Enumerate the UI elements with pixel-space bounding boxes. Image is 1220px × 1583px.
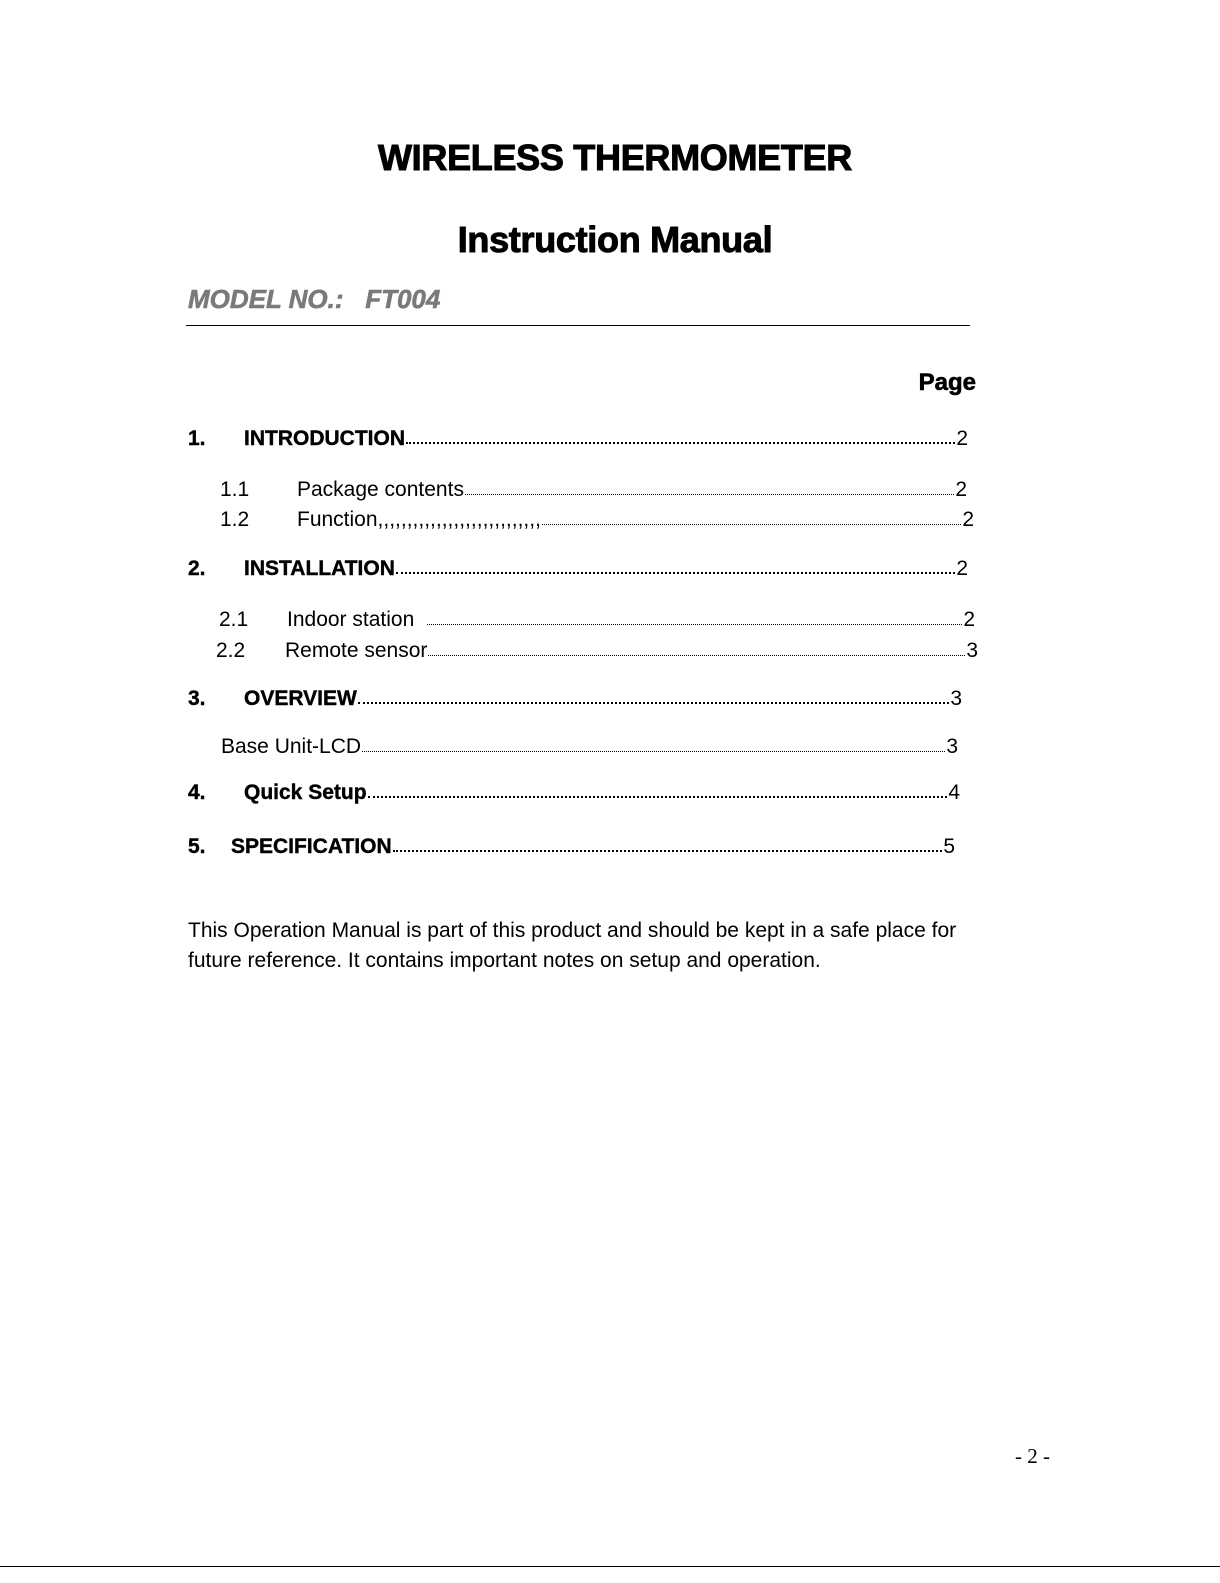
toc-entry-title: OVERVIEW: [244, 687, 357, 710]
operation-note-line-1: This Operation Manual is part of this product and should be kept in a safe place for: [188, 919, 957, 942]
operation-note-line-2: future reference. It contains important notes on setup and operation.: [188, 949, 821, 972]
toc-entry-number: 2.1: [219, 608, 249, 631]
toc-dot-leader: [428, 655, 965, 656]
toc-entry-number: 2.2: [216, 639, 246, 662]
toc-entry-page: 3: [966, 639, 978, 662]
toc-entry-number: 3.: [188, 687, 206, 710]
toc-entry-page: 2: [963, 608, 975, 631]
toc-entry-package-contents[interactable]: [220, 479, 967, 500]
toc-dot-leader: [362, 751, 945, 752]
toc-dot-leader: [406, 442, 955, 444]
toc-entry-number: 1.2: [220, 508, 250, 531]
toc-entry-page: 4: [948, 781, 960, 804]
toc-entry-quick-setup[interactable]: [188, 782, 960, 803]
toc-dot-leader: [396, 572, 955, 574]
document-title: WIRELESS THERMOMETER: [377, 137, 852, 178]
toc-entry-title: Function,,,,,,,,,,,,,,,,,,,,,,,,,,,,: [297, 508, 541, 531]
toc-entry-indoor-station[interactable]: [219, 609, 975, 630]
toc-entry-title: INTRODUCTION: [244, 427, 405, 450]
toc-page-header: Page: [918, 369, 976, 396]
model-number: [188, 286, 440, 312]
toc-entry-specification[interactable]: [188, 836, 955, 857]
toc-entry-base-unit-lcd[interactable]: [221, 736, 958, 757]
toc-entry-number: 5.: [188, 835, 206, 858]
toc-entry-page: 2: [956, 427, 968, 450]
bottom-border-line: [0, 1566, 1220, 1567]
toc-entry-overview[interactable]: [188, 688, 962, 709]
operation-note: [188, 916, 1058, 976]
toc-entry-number: 4.: [188, 781, 206, 804]
toc-dot-leader: [427, 624, 962, 625]
toc-entry-function[interactable]: [220, 509, 974, 530]
toc-entry-title: Quick Setup: [244, 781, 367, 804]
toc-entry-page: 2: [955, 478, 967, 501]
model-label: MODEL NO.:: [188, 284, 344, 314]
model-underline: [186, 325, 970, 326]
toc-entry-title: Remote sensor: [285, 639, 428, 662]
toc-entry-number: 1.1: [220, 478, 250, 501]
page-number: - 2 -: [1015, 1444, 1050, 1468]
toc-entry-page: 3: [946, 735, 958, 758]
toc-entry-number: 1.: [188, 427, 206, 450]
toc-entry-page: 2: [962, 508, 974, 531]
toc-entry-title: INSTALLATION: [244, 557, 395, 580]
toc-entry-title: Base Unit-LCD: [221, 735, 362, 758]
toc-entry-page: 2: [956, 557, 968, 580]
toc-entry-installation[interactable]: [188, 558, 968, 579]
toc-entry-remote-sensor[interactable]: [216, 640, 978, 661]
model-value: FT004: [365, 284, 441, 314]
toc-entry-page: 3: [950, 687, 962, 710]
toc-entry-title: Package contents: [297, 478, 464, 501]
toc-dot-leader: [393, 850, 943, 852]
toc-entry-title: Indoor station: [287, 608, 415, 631]
toc-dot-leader: [358, 702, 950, 704]
toc-entry-title: SPECIFICATION: [231, 835, 392, 858]
toc-dot-leader: [542, 524, 961, 525]
toc-dot-leader: [368, 796, 948, 798]
toc-entry-introduction[interactable]: [188, 428, 968, 449]
toc-entry-number: 2.: [188, 557, 206, 580]
toc-entry-page: 5: [943, 835, 955, 858]
toc-dot-leader: [465, 494, 954, 495]
document-subtitle: Instruction Manual: [457, 219, 773, 260]
